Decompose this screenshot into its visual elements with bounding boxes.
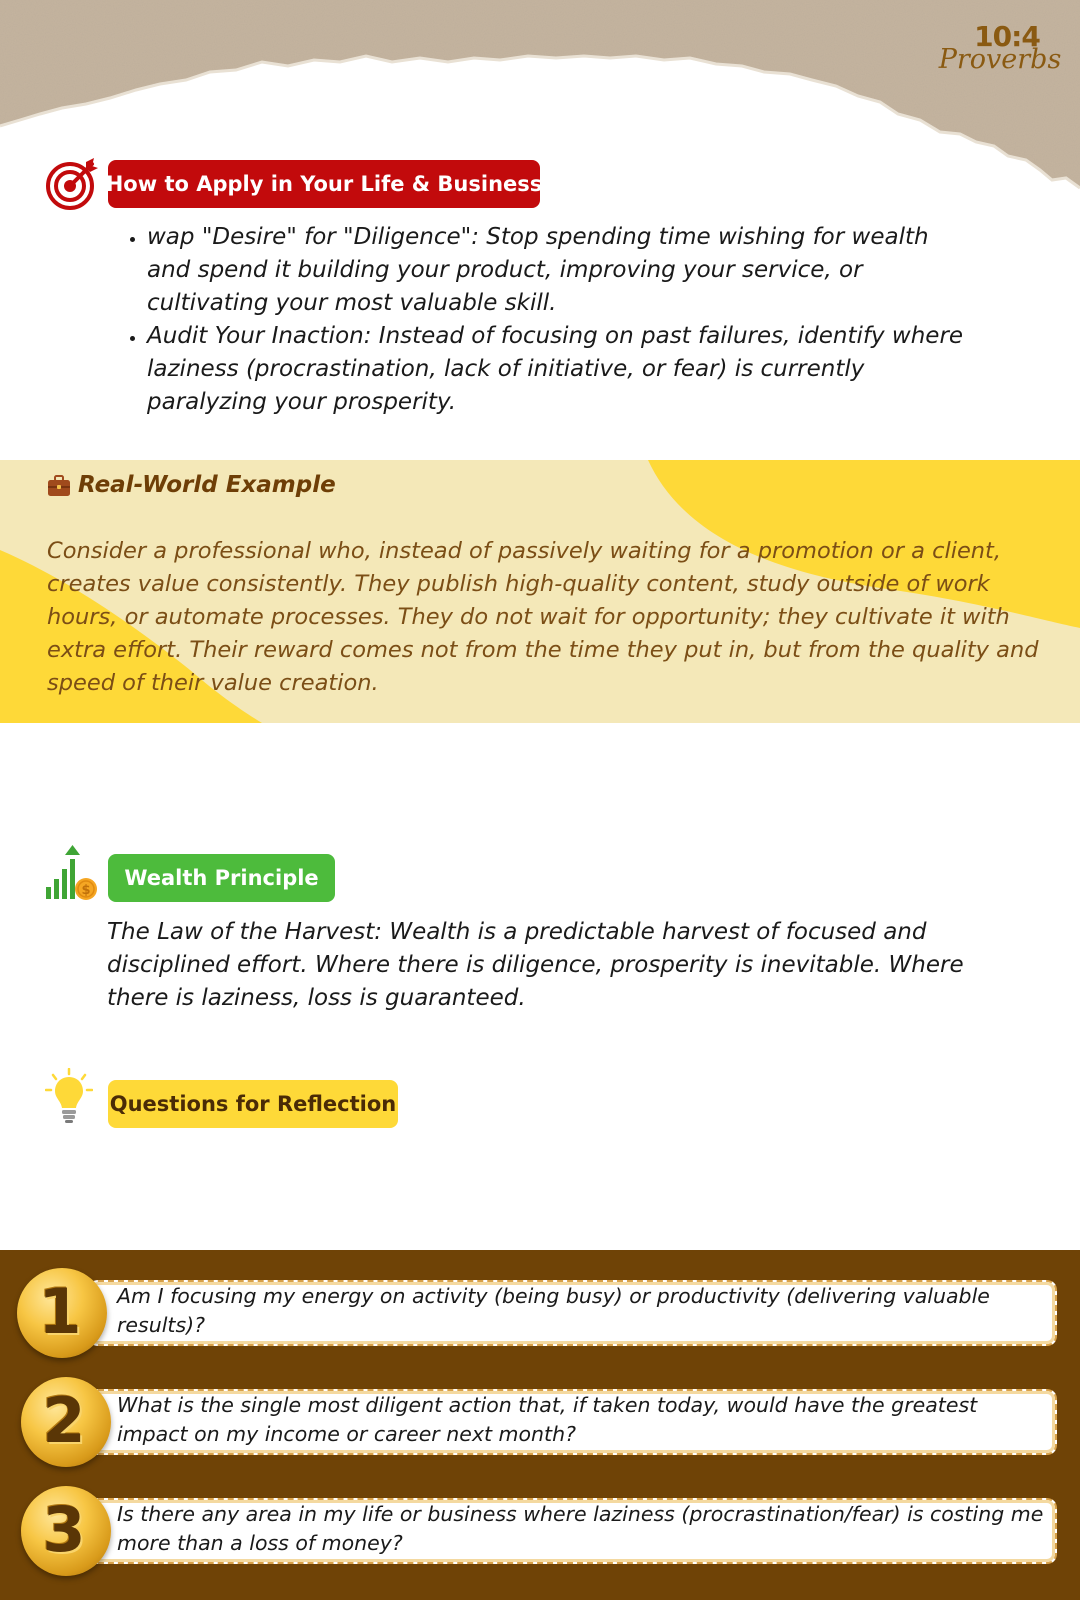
apply-list	[147, 221, 977, 419]
principle-text: The Law of the Harvest: Wealth is a predictable harvest of focused and disciplined effort. Where there is diligence, prosperity is inevitable. Where there is laziness, loss is guaranteed.	[107, 919, 964, 1011]
reflection-questions-panel	[0, 1250, 1080, 1600]
growth-chart-icon	[44, 845, 100, 905]
list-item: • wap "Desire" for "Diligence": Stop spending time wishing for wealth and spend it building your product, improving your service, or cultivating your most valuable skill.	[147, 221, 977, 320]
question-item	[0, 1486, 1080, 1578]
logo-number: 10:4	[974, 20, 1040, 53]
apply-heading: How to Apply in Your Life & Business	[108, 160, 540, 208]
proverbs-logo	[938, 20, 1062, 84]
briefcase-icon	[47, 475, 71, 501]
question-item	[0, 1268, 1080, 1360]
question-number-badge	[17, 1268, 107, 1358]
lightbulb-icon	[45, 1068, 93, 1130]
example-heading: Real-World Example	[78, 472, 336, 498]
question-text: Am I focusing my energy on activity (being busy) or productivity (delivering valuable results)?	[117, 1284, 990, 1337]
target-icon	[46, 156, 100, 214]
question-number: 2	[42, 1384, 86, 1457]
question-text: Is there any area in my life or business where laziness (procrastination/fear) is costing me more than a loss of money?	[117, 1502, 1044, 1555]
real-world-example-panel	[0, 460, 1080, 723]
reflection-heading: Questions for Reflection	[108, 1080, 398, 1128]
question-number: 3	[42, 1493, 86, 1566]
question-item	[0, 1377, 1080, 1469]
question-text: What is the single most diligent action that, if taken today, would have the greatest impact on my income or career next month?	[117, 1393, 978, 1446]
question-number-badge	[21, 1377, 111, 1467]
svg-text:$: $	[81, 883, 91, 898]
list-item: • Audit Your Inaction: Instead of focusing on past failures, identify where laziness (procrastination, lack of initiative, or fear) is currently paralyzing your prosperity.	[147, 320, 977, 419]
question-number: 1	[38, 1275, 82, 1348]
logo-word: Proverbs	[938, 44, 1062, 75]
example-text: Consider a professional who, instead of passively waiting for a promotion or a client, creates value consistently. They publish high-quality content, study outside of work hours, or automate processes. They do not wait for opportunity; they cultivate it with extra effort. Their reward comes not from the time they put in, but from the quality and speed of their value creation.	[47, 538, 1039, 696]
principle-heading: Wealth Principle	[108, 854, 335, 902]
question-number-badge	[21, 1486, 111, 1576]
